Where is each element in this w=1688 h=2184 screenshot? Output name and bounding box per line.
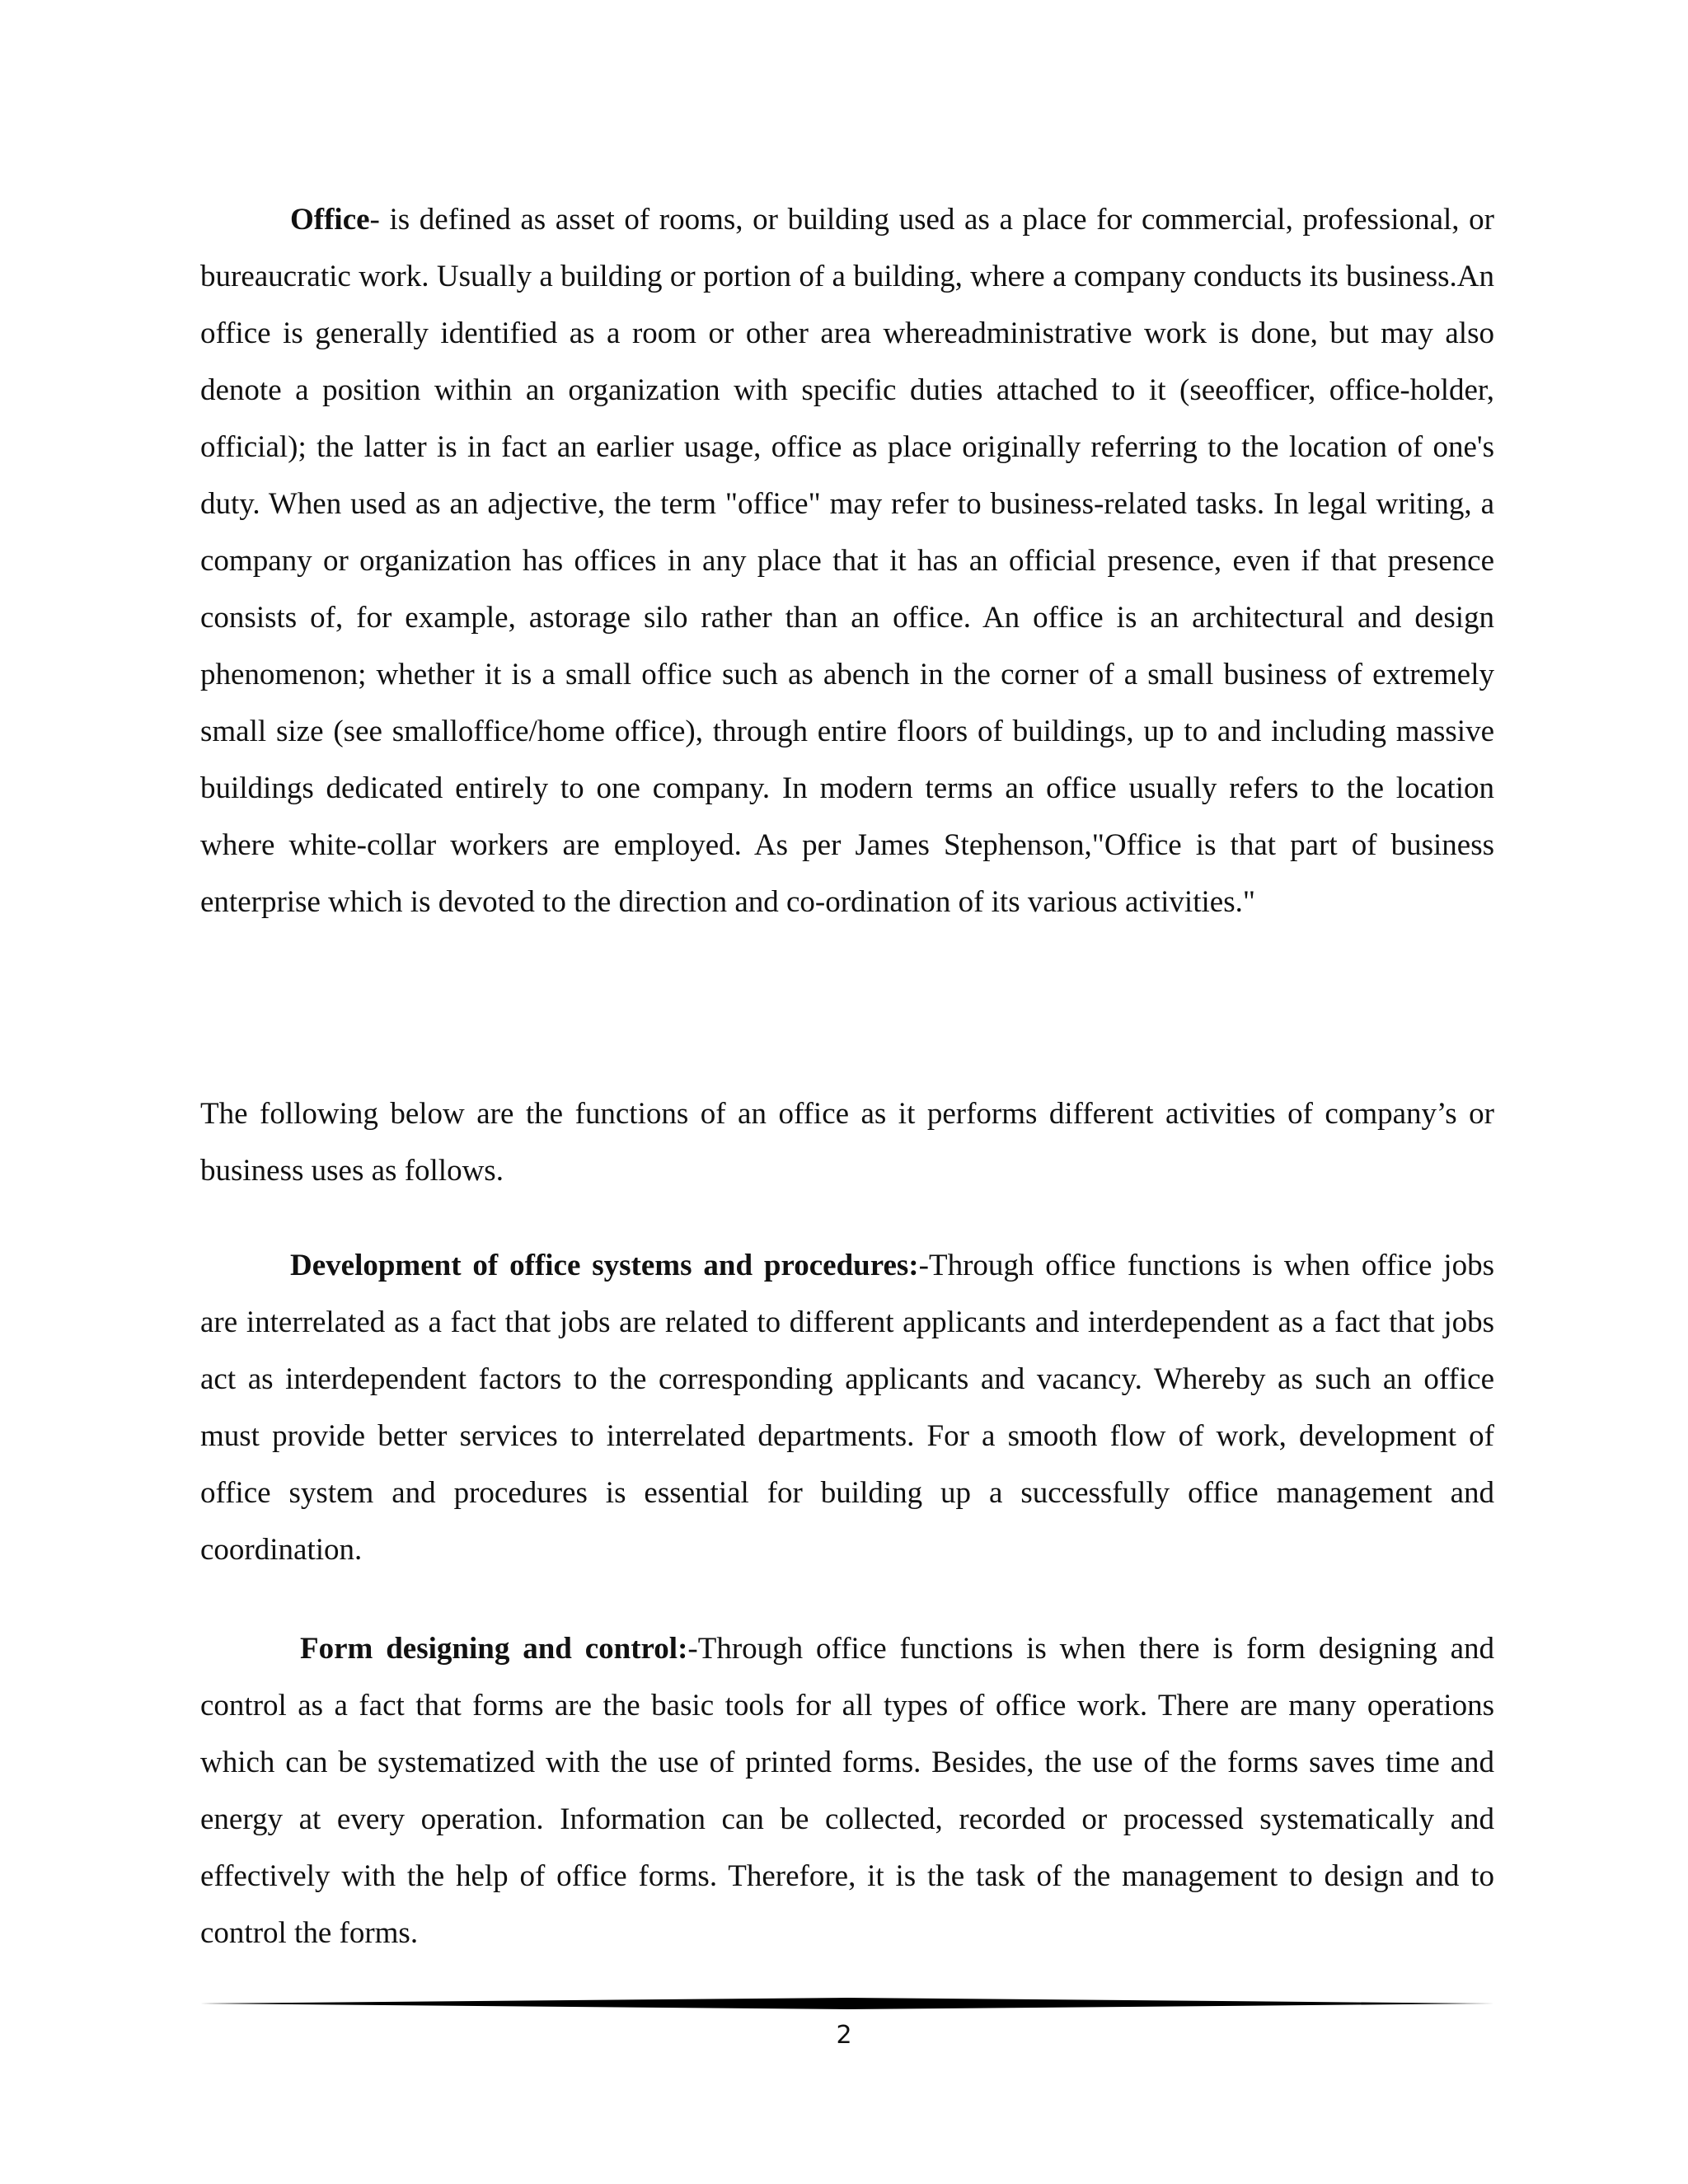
paragraph-body-text: -Through office functions is when there is form designing and control as a fact that forms are the basic tools for all types of office work. There are many operations which can be systematized with the use of printed forms. Besides, the use of the forms saves time and energy at every operation. Information can be collected, recorded or processed systematically and effectively with the help of office forms. Therefore, it is the task of the management to design and to control the forms. xyxy=(200,1632,1495,1950)
paragraph-heading-development: Development of office systems and procedures: xyxy=(290,1249,919,1282)
paragraph-form-designing xyxy=(200,1620,1494,1961)
page-number: 2 xyxy=(836,2021,852,2050)
paragraph-body-text: The following below are the functions of an office as it performs different activities of company’s or business uses as follows. xyxy=(200,1097,1494,1188)
footer-divider-line xyxy=(200,1998,1494,2009)
footer-divider xyxy=(200,1998,1494,2009)
paragraph-heading-forms: Form designing and control: xyxy=(300,1632,688,1666)
paragraph-office-definition xyxy=(200,191,1494,930)
paragraph-lead-term: Office xyxy=(290,203,370,237)
paragraph-development-systems xyxy=(200,1237,1494,1578)
paragraph-body-text: - is defined as asset of rooms, or building used as a place for commercial, professional, or bureaucratic work. Usually a building or portion of a building, where a company conducts its business.An office is generally identified as a room or other area whereadministrative work is done, but may also denote a position within an organization with specific duties attached to it (seeofficer, office-holder, official); the latter is in fact an earlier usage, office as place originally referring to the location of one's duty. When used as an adjective, the term "office" may refer to business-related tasks. In legal writing, a company or organization has offices in any place that it has an official presence, even if that presence consists of, for example, astorage silo rather than an office. An office is an architectural and design phenomenon; whether it is a small office such as abench in the corner of a small business of extremely small size (see smalloffice/home office), through entire floors of buildings, up to and including massive buildings dedicated entirely to one company. In modern terms an office usually refers to the location where white-collar workers are employed. As per James Stephenson,"Office is that part of business enterprise which is devoted to the direction and co-ordination of its various activities." xyxy=(200,203,1494,919)
paragraph-functions-intro xyxy=(200,1085,1494,1199)
paragraph-body-text: -Through office functions is when office jobs are interrelated as a fact that jobs are related to different applicants and interdependent as a fact that jobs act as interdependent factors to the corresponding applicants and vacancy. Whereby as such an office must provide better services to interrelated departments. For a smooth flow of work, development of office system and procedures is essential for building up a successfully office management and coordination. xyxy=(200,1249,1494,1567)
